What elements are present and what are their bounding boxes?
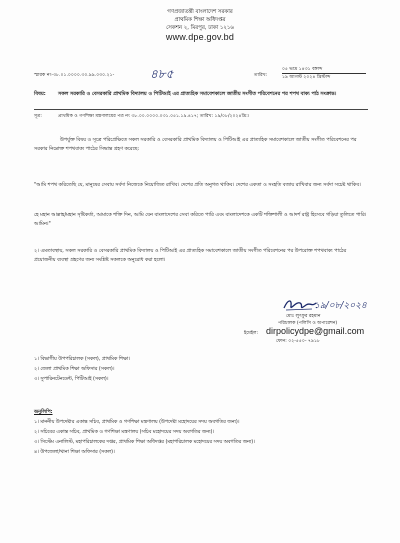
copy-item: ১। মাননীয় উপদেষ্টার একান্ত সচিব, প্রাথমিক ও গণশিক্ষা মন্ত্রণালয় (উপদেষ্টা মহোদয়ের সদয় অবগতির জন্য)।: [34, 420, 240, 425]
memo-ref-handwritten: ৪৮৫: [150, 67, 174, 81]
date-bangla: ০৫ ভাদ্র ১৪৩১ বঙ্গাব্দ: [282, 67, 323, 72]
date-divider: [282, 73, 366, 74]
dept-name: প্রাথমিক শিক্ষা অধিদপ্তর: [174, 17, 226, 23]
signatory-phone: ফোন: ০২-৫৫০- ৭৯১৮: [276, 339, 320, 344]
memo-ref-number: স্মারক নং-৩৮.০১.০০০০.৩০.৯৯.০৩০.২১-: [34, 73, 115, 78]
distribution-item: ৩। সুপারিনটেনডেন্ট, পিটিআই (সকল)।: [34, 377, 109, 382]
source-text: প্রাথমিক ও গণশিক্ষা মন্ত্রণালয়ের পত্র নং ৩৮.০০.০০০০.০৩১.০৫১.১৯.৪১৭; তারিখ: ১৯/০৮/২০২৪খ্রি:।: [58, 114, 250, 119]
signature-scribble-icon: [282, 297, 318, 313]
subject-label: বিষয়:: [34, 91, 46, 97]
oath-paragraph-2: হে মহান আল্লাহ/মহান সৃষ্টিকর্তা, আমাকে শক্তি দিন, আমি যেন বাংলাদেশের সেবা করিতে পারি এবং বাংলাদেশকে একটি শক্তিশালী ও আদর্শ রাষ্ট্র হিসেবে গড়িয়া তুলিতে পারি। আমিন।": [34, 212, 367, 227]
oath-paragraph-1: "আমি শপথ করিতেছি যে, মানুষের সেবায় সর্বদা নিজেকে নিয়োজিত রাখিব। দেশের প্রতি অনুগত থাকিব। দেশের একতা ও সংহতি বজায় রাখিবার জন্য সর্বদা সচেষ্ট থাকিব।: [34, 182, 361, 188]
body-paragraph-1: উপর্যুক্ত বিষয় ও সূত্রে পরিপ্রেক্ষিতে সকল সরকারি ও বেসরকারি প্রাথমিক বিদ্যালয় ও পিটিআই এর প্রাত্যহিক সমাবেশকালে জাতীয় সংগীত পরিবেশনের পর সরকার নিম্নোক্ত শপথবাক্য পাঠের সিদ্ধান্ত গ্রহণ করেছে:: [34, 137, 357, 152]
signatory-designation: পরিচালক (পলিসি ও অপারেশন): [278, 321, 338, 326]
signatory-name: মোঃ লুৎফুর রহমান: [286, 314, 321, 319]
source-label: সূত্র:: [34, 114, 42, 119]
signatory-email[interactable]: dirpolicydpe@gmail.com: [266, 326, 365, 336]
date-label: তারিখ:: [254, 73, 268, 78]
copy-label: অনুলিপি:: [34, 410, 53, 415]
signature-date-handwritten: ১৯/০৮/২০২৪: [314, 301, 367, 311]
govt-name: গণপ্রজাতন্ত্রী বাংলাদেশ সরকার: [167, 9, 233, 15]
email-label: ইমেইল:: [244, 331, 259, 336]
copy-item: ৪। উপজেলা/থানা শিক্ষা অফিসার (সকল)।: [34, 450, 115, 455]
copy-item: ২। সচিবের একান্ত সচিব, প্রাথমিক ও গণশিক্ষা মন্ত্রণালয় (সচিব মহোদয়ের সদয় অবগতির জন্য)।: [34, 430, 215, 435]
distribution-item: ১। বিভাগীয় উপপরিচালক (সকল), প্রাথমিক শিক্ষা।: [34, 357, 131, 362]
website-link[interactable]: www.dpe.gov.bd: [165, 32, 235, 42]
subject-underline: [34, 109, 368, 110]
body-paragraph-2: ২। এমতাবস্থায়, সকল সরকারি ও বেসরকারি প্রাথমিক বিদ্যালয় ও পিটিআই এর প্রাত্যহিক সমাবেশকালে জাতীয় সংগীত পরিবেশনের পর উপরোক্ত শপথবাক্য পাঠের প্রয়োজনীয় ব্যবস্থা গ্রহণের জন্য সংশ্লিষ্ট সকলকে অনুরোধ করা হলো।: [34, 248, 347, 263]
date-english: ১৯ আগস্ট ২০২৪ খ্রিস্টাব্দ: [282, 75, 331, 80]
distribution-item: ২। জেলা প্রাথমিক শিক্ষা অফিসার (সকল)।: [34, 367, 115, 372]
copy-item: ৩। সিস্টেম এনালিস্ট, মহাপরিচালকের দপ্তর, প্রাথমিক শিক্ষা অধিদপ্তর (মহাপরিচালক মহোদয়ের সদয় অবগতির জন্য)।: [34, 440, 255, 445]
subject-text: সকল সরকারি ও বেসরকারি প্রাথমিক বিদ্যালয় ও পিটিআই এর প্রাত্যহিক সমাবেশকালে জাতীয় সংগীত পরিবেশনের পর শপথ বাক্য পাঠ সংক্রান্ত।: [58, 91, 337, 97]
dept-address: সেকশন ২, মিরপুর, ঢাকা ১২১৬: [166, 25, 234, 31]
